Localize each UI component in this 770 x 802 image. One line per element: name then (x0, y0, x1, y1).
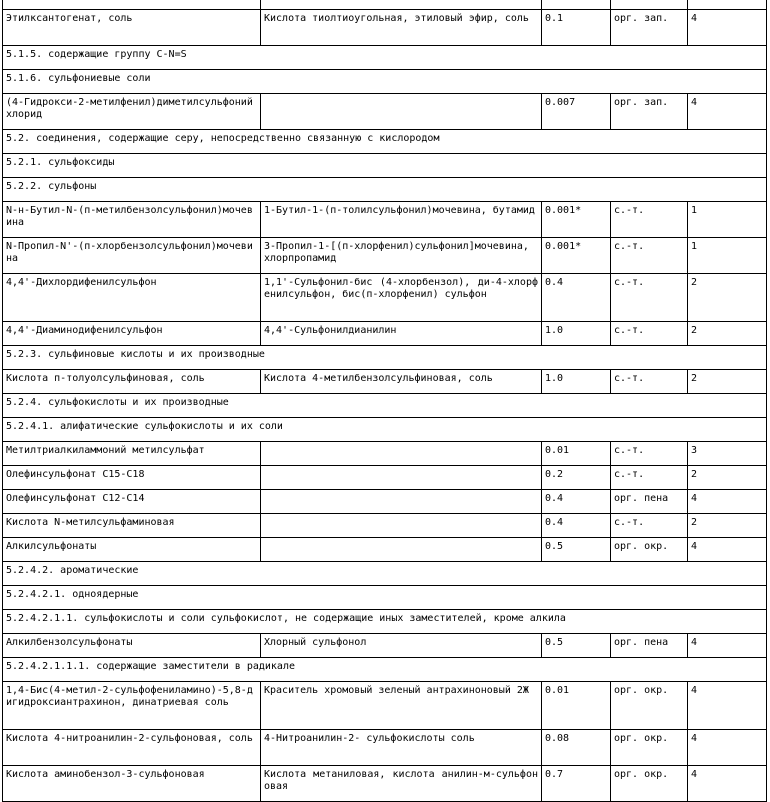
substance-name-cell: Алкилсульфонаты (3, 538, 261, 562)
limiting-criterion-cell: орг. зап. (611, 94, 688, 130)
section-heading: 5.2.4. сульфокислоты и их производные (3, 394, 767, 418)
section-heading: 5.2.3. сульфиновые кислоты и их производные (3, 346, 767, 370)
synonym-cell (261, 538, 542, 562)
concentration-cell: 0.4 (542, 490, 611, 514)
section-row (3, 394, 767, 418)
substance-name-cell (3, 0, 261, 10)
hazard-class-cell: 4 (688, 634, 767, 658)
table-row (3, 730, 767, 766)
section-row (3, 46, 767, 70)
section-heading: 5.2.4.2. ароматические (3, 562, 767, 586)
section-row (3, 70, 767, 94)
section-row (3, 154, 767, 178)
section-heading: 5.2.4.2.1.1. сульфокислоты и соли сульфокислот, не содержащие иных заместителей, кроме алкила (3, 610, 767, 634)
concentration-cell: 0.2 (542, 466, 611, 490)
synonym-cell: Кислота метаниловая, кислота анилин-м-сульфоновая (261, 766, 542, 802)
section-heading: 5.2.1. сульфоксиды (3, 154, 767, 178)
hazard-class-cell: 2 (688, 370, 767, 394)
hazard-class-cell: 4 (688, 766, 767, 802)
hazard-class-cell: 2 (688, 322, 767, 346)
concentration-cell: 0.4 (542, 514, 611, 538)
concentration-cell: 1.0 (542, 370, 611, 394)
synonym-cell: Краситель хромовый зеленый антрахиноновый 2Ж (261, 682, 542, 730)
section-row (3, 586, 767, 610)
section-row (3, 418, 767, 442)
concentration-cell (542, 0, 611, 10)
table-row (3, 370, 767, 394)
synonym-cell: 3-Пропил-1-[(п-хлорфенил)сульфонил]мочевина, хлорпропамид (261, 238, 542, 274)
substance-name-cell: Алкилбензолсульфонаты (3, 634, 261, 658)
limiting-criterion-cell: орг. зап. (611, 10, 688, 46)
table-row (3, 514, 767, 538)
limiting-criterion-cell: с.-т. (611, 322, 688, 346)
table-row (3, 0, 767, 10)
substance-name-cell: 4,4'-Диаминодифенилсульфон (3, 322, 261, 346)
section-row (3, 130, 767, 154)
hazard-class-cell: 4 (688, 538, 767, 562)
concentration-cell: 0.5 (542, 538, 611, 562)
limiting-criterion-cell: орг. окр. (611, 538, 688, 562)
table-row (3, 682, 767, 730)
hazard-class-cell: 1 (688, 202, 767, 238)
substance-name-cell: N-Пропил-N'-(п-хлорбензолсульфонил)мочевина (3, 238, 261, 274)
hazard-class-cell: 4 (688, 730, 767, 766)
concentration-cell: 1.0 (542, 322, 611, 346)
substance-name-cell: N-н-Бутил-N-(п-метилбензолсульфонил)мочевина (3, 202, 261, 238)
synonym-cell (261, 442, 542, 466)
hazard-class-cell: 2 (688, 514, 767, 538)
concentration-cell: 0.7 (542, 766, 611, 802)
synonym-cell: 4,4'-Сульфонилдианилин (261, 322, 542, 346)
table-body (3, 0, 767, 802)
synonym-cell (261, 514, 542, 538)
section-row (3, 178, 767, 202)
section-row (3, 610, 767, 634)
limiting-criterion-cell: орг. окр. (611, 730, 688, 766)
substance-name-cell: Кислота аминобензол-3-сульфоновая (3, 766, 261, 802)
substance-name-cell: 1,4-Бис(4-метил-2-сульфофениламино)-5,8-дигидроксиантрахинон, динатриевая соль (3, 682, 261, 730)
limiting-criterion-cell: с.-т. (611, 514, 688, 538)
substance-name-cell: Кислота 4-нитроанилин-2-сульфоновая, соль (3, 730, 261, 766)
limiting-criterion-cell: с.-т. (611, 370, 688, 394)
table-row (3, 10, 767, 46)
hazard-class-cell: 4 (688, 94, 767, 130)
concentration-cell: 0.01 (542, 442, 611, 466)
hazard-class-cell: 4 (688, 10, 767, 46)
synonym-cell: 1,1'-Сульфонил-бис (4-хлорбензол), ди-4-хлорфенилсульфон, бис(п-хлорфенил) сульфон (261, 274, 542, 322)
limiting-criterion-cell: с.-т. (611, 274, 688, 322)
limiting-criterion-cell: орг. окр. (611, 766, 688, 802)
concentration-cell: 0.001* (542, 202, 611, 238)
limiting-criterion-cell: орг. окр. (611, 682, 688, 730)
table-row (3, 766, 767, 802)
section-heading: 5.1.6. сульфониевые соли (3, 70, 767, 94)
table-row (3, 202, 767, 238)
synonym-cell: Кислота тиолтиоугольная, этиловый эфир, соль (261, 10, 542, 46)
table-row (3, 322, 767, 346)
synonym-cell (261, 94, 542, 130)
substance-name-cell: Кислота п-толуолсульфиновая, соль (3, 370, 261, 394)
concentration-cell: 0.007 (542, 94, 611, 130)
limiting-criterion-cell (611, 0, 688, 10)
substance-name-cell: Этилксантогенат, соль (3, 10, 261, 46)
substance-table (2, 0, 767, 802)
substance-name-cell: 4,4'-Дихлордифенилсульфон (3, 274, 261, 322)
hazard-class-cell: 4 (688, 682, 767, 730)
limiting-criterion-cell: с.-т. (611, 466, 688, 490)
section-heading: 5.2.4.2.1. одноядерные (3, 586, 767, 610)
limiting-criterion-cell: с.-т. (611, 442, 688, 466)
table-row (3, 466, 767, 490)
concentration-cell: 0.1 (542, 10, 611, 46)
table-row (3, 238, 767, 274)
table-row (3, 538, 767, 562)
hazard-class-cell: 2 (688, 274, 767, 322)
limiting-criterion-cell: орг. пена (611, 490, 688, 514)
synonym-cell: 1-Бутил-1-(п-толилсульфонил)мочевина, бутамид (261, 202, 542, 238)
synonym-cell (261, 490, 542, 514)
substance-name-cell: Метилтриалкиламмоний метилсульфат (3, 442, 261, 466)
concentration-cell: 0.4 (542, 274, 611, 322)
section-row (3, 346, 767, 370)
table-row (3, 274, 767, 322)
section-heading: 5.2.4.2.1.1.1. содержащие заместители в радикале (3, 658, 767, 682)
substance-name-cell: (4-Гидрокси-2-метилфенил)диметилсульфоний хлорид (3, 94, 261, 130)
hazard-class-cell: 3 (688, 442, 767, 466)
concentration-cell: 0.08 (542, 730, 611, 766)
synonym-cell: Хлорный сульфонол (261, 634, 542, 658)
limiting-criterion-cell: с.-т. (611, 238, 688, 274)
hazard-class-cell (688, 0, 767, 10)
substance-name-cell: Олефинсульфонат C15-C18 (3, 466, 261, 490)
synonym-cell: 4-Нитроанилин-2- сульфокислоты соль (261, 730, 542, 766)
concentration-cell: 0.01 (542, 682, 611, 730)
hazard-class-cell: 4 (688, 490, 767, 514)
synonym-cell: Кислота 4-метилбензолсульфиновая, соль (261, 370, 542, 394)
hazard-class-cell: 2 (688, 466, 767, 490)
table-row (3, 94, 767, 130)
hazard-class-cell: 1 (688, 238, 767, 274)
synonym-cell (261, 0, 542, 10)
synonym-cell (261, 466, 542, 490)
table-row (3, 490, 767, 514)
section-heading: 5.1.5. содержащие группу C-N=S (3, 46, 767, 70)
table-row (3, 634, 767, 658)
concentration-cell: 0.001* (542, 238, 611, 274)
section-heading: 5.2.2. сульфоны (3, 178, 767, 202)
substance-name-cell: Кислота N-метилсульфаминовая (3, 514, 261, 538)
substance-name-cell: Олефинсульфонат C12-C14 (3, 490, 261, 514)
section-row (3, 562, 767, 586)
concentration-cell: 0.5 (542, 634, 611, 658)
section-row (3, 658, 767, 682)
limiting-criterion-cell: орг. пена (611, 634, 688, 658)
limiting-criterion-cell: с.-т. (611, 202, 688, 238)
section-heading: 5.2.4.1. алифатические сульфокислоты и их соли (3, 418, 767, 442)
table-row (3, 442, 767, 466)
section-heading: 5.2. соединения, содержащие серу, непосредственно связанную с кислородом (3, 130, 767, 154)
